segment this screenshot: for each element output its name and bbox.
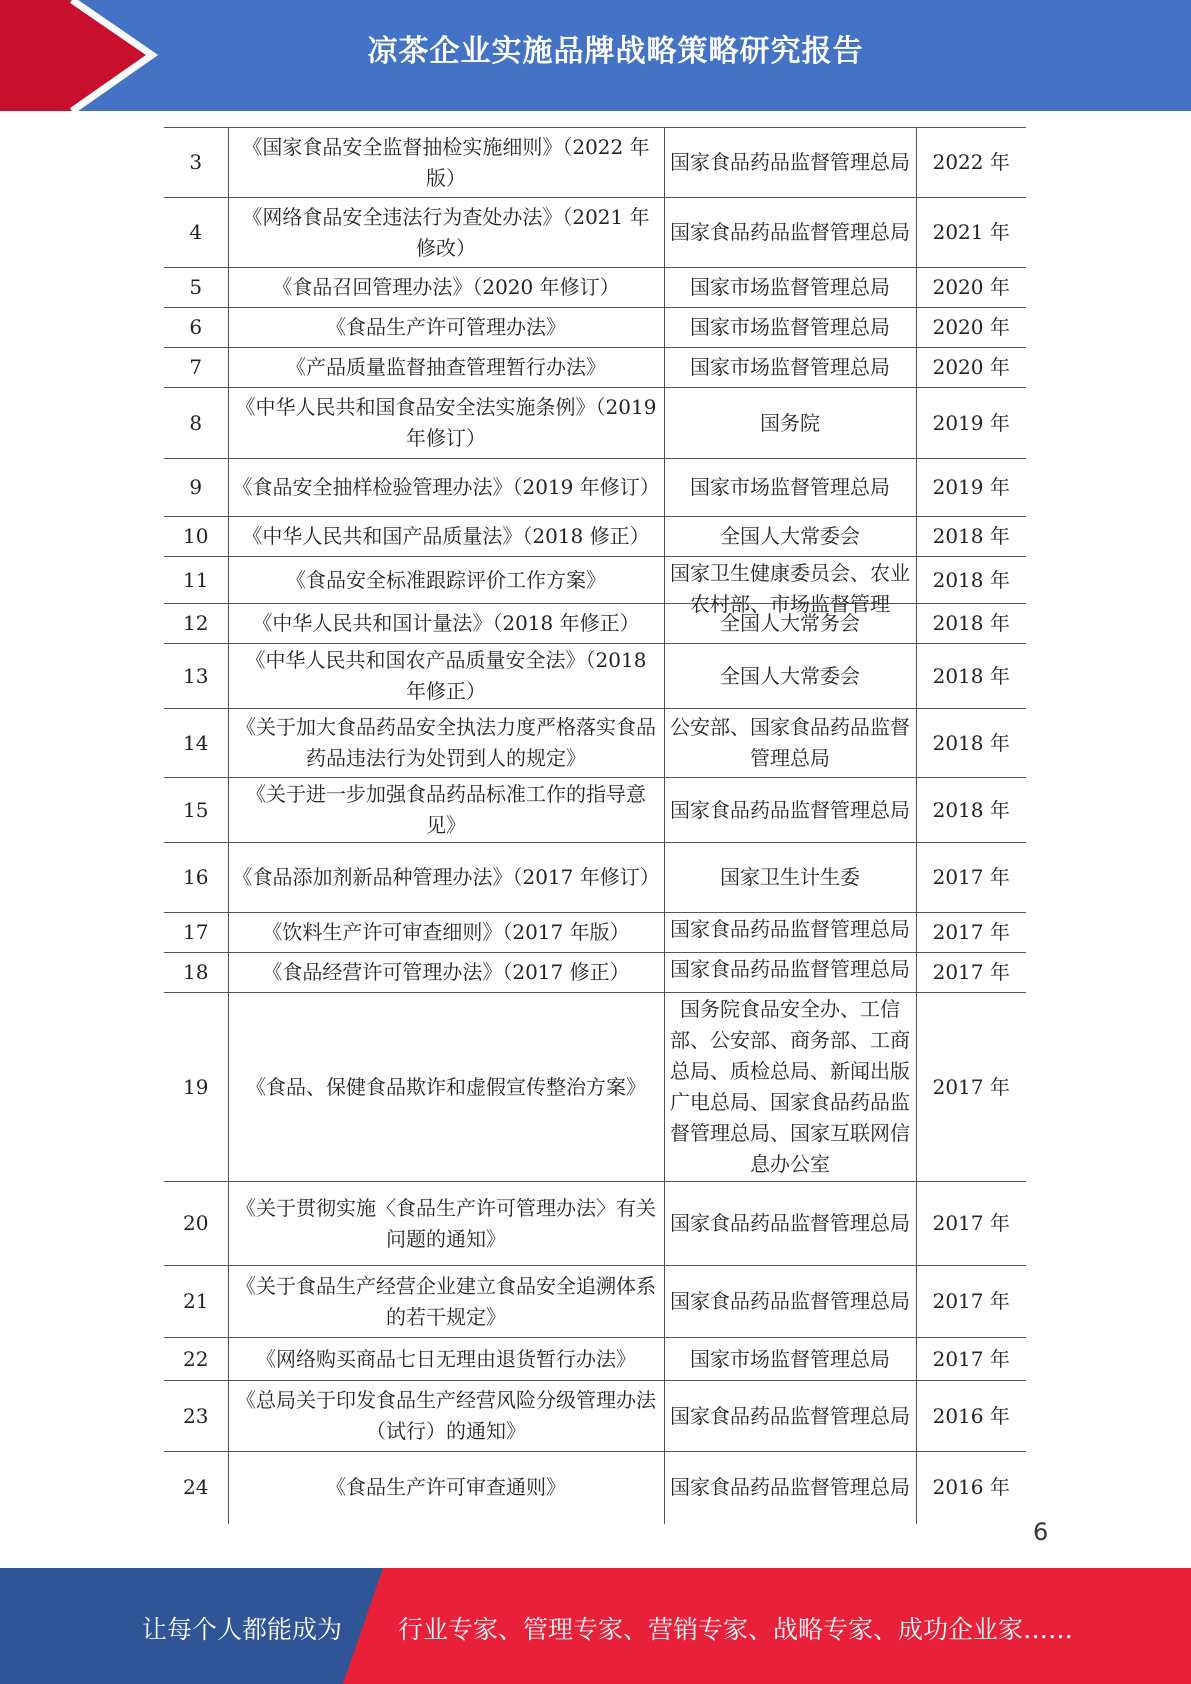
row-number: 14 [164, 709, 228, 778]
table-row [164, 198, 1026, 268]
regulation-title: 《食品生产许可管理办法》 [228, 308, 664, 348]
row-number: 6 [164, 308, 228, 348]
issue-year: 2021 年 [916, 198, 1026, 268]
page-number: 6 [1033, 1518, 1049, 1546]
regulation-title: 《网络食品安全违法行为查处办法》（2021 年修改） [228, 198, 664, 268]
issue-year: 2020 年 [916, 348, 1026, 388]
table-row [164, 1452, 1026, 1524]
row-number: 9 [164, 459, 228, 517]
table-row [164, 953, 1026, 993]
issue-year: 2017 年 [916, 993, 1026, 1182]
issuing-authority: 国务院食品安全办、工信部、公安部、商务部、工商总局、质检总局、新闻出版广电总局、国家食品药品监督管理总局、国家互联网信息办公室 [664, 993, 916, 1182]
table-row [164, 709, 1026, 778]
issue-year: 2017 年 [916, 913, 1026, 953]
row-number: 10 [164, 517, 228, 557]
issuing-authority: 国家市场监督管理总局 [664, 1338, 916, 1381]
issue-year: 2020 年 [916, 308, 1026, 348]
regulation-title: 《关于食品生产经营企业建立食品安全追溯体系的若干规定》 [228, 1266, 664, 1338]
regulation-title: 《关于贯彻实施〈食品生产许可管理办法〉有关问题的通知》 [228, 1182, 664, 1266]
table-row [164, 843, 1026, 913]
issuing-authority: 国家市场监督管理总局 [664, 268, 916, 308]
issuing-authority: 国家卫生计生委 [664, 843, 916, 913]
issue-year: 2019 年 [916, 388, 1026, 459]
row-number: 4 [164, 198, 228, 268]
regulation-title: 《中华人民共和国计量法》（2018 年修正） [228, 604, 664, 644]
table-row [164, 308, 1026, 348]
table-row [164, 388, 1026, 459]
table-row [164, 128, 1026, 198]
issue-year: 2017 年 [916, 1338, 1026, 1381]
table-row [164, 1182, 1026, 1266]
issuing-authority: 国家食品药品监督管理总局 [670, 917, 910, 941]
regulation-title: 《网络购买商品七日无理由退货暂行办法》 [228, 1338, 664, 1381]
issuing-authority: 国家食品药品监督管理总局 [664, 1182, 916, 1266]
regulation-title: 《饮料生产许可审查细则》（2017 年版） [228, 913, 664, 953]
table-row [164, 913, 1026, 953]
regulation-title: 《食品召回管理办法》（2020 年修订） [228, 268, 664, 308]
issuing-authority: 国家市场监督管理总局 [664, 308, 916, 348]
table-row [164, 993, 1026, 1182]
issue-year: 2016 年 [916, 1452, 1026, 1524]
row-number: 12 [164, 604, 228, 644]
issuing-authority: 国家卫生健康委员会、农业农村部、市场监督管理 [670, 561, 910, 616]
table-row [164, 1266, 1026, 1338]
issuing-authority: 国家市场监督管理总局 [664, 459, 916, 517]
regulation-title: 《产品质量监督抽查管理暂行办法》 [228, 348, 664, 388]
issuing-authority: 国家食品药品监督管理总局 [664, 778, 916, 843]
row-number: 17 [164, 913, 228, 953]
footer-slogan-right: 行业专家、管理专家、营销专家、战略专家、成功企业家…… [398, 1615, 1074, 1644]
issue-year: 2017 年 [916, 1266, 1026, 1338]
table-row [164, 1338, 1026, 1381]
issuing-authority: 公安部、国家食品药品监督管理总局 [664, 709, 916, 778]
issuing-authority: 国家食品药品监督管理总局 [670, 957, 910, 981]
issue-year: 2017 年 [916, 953, 1026, 993]
row-number: 8 [164, 388, 228, 459]
regulation-title: 《食品生产许可审查通则》 [228, 1452, 664, 1524]
issue-year: 2022 年 [916, 128, 1026, 198]
table-row [164, 778, 1026, 843]
issue-year: 2018 年 [916, 709, 1026, 778]
table-row [164, 644, 1026, 709]
regulation-title: 《食品安全抽样检验管理办法》（2019 年修订） [228, 459, 664, 517]
issuing-authority-cell [664, 557, 916, 616]
row-number: 22 [164, 1338, 228, 1381]
table-row [164, 604, 1026, 644]
regulation-title: 《中华人民共和国产品质量法》（2018 修正） [228, 517, 664, 557]
issue-year: 2018 年 [916, 517, 1026, 557]
row-number: 18 [164, 953, 228, 993]
issuing-authority: 国务院 [664, 388, 916, 459]
row-number: 13 [164, 644, 228, 709]
report-title: 凉茶企业实施品牌战略策略研究报告 [367, 34, 864, 69]
table-row [164, 268, 1026, 308]
issuing-authority: 国家市场监督管理总局 [664, 348, 916, 388]
row-number: 11 [164, 557, 228, 604]
issuing-authority: 国家食品药品监督管理总局 [664, 1381, 916, 1452]
row-number: 5 [164, 268, 228, 308]
table-row [164, 459, 1026, 517]
issuing-authority-cell [664, 913, 916, 953]
issue-year: 2016 年 [916, 1381, 1026, 1452]
issuing-authority: 全国人大常务会 [664, 604, 916, 644]
issuing-authority: 国家食品药品监督管理总局 [664, 198, 916, 268]
regulation-title: 《食品、保健食品欺诈和虚假宣传整治方案》 [228, 993, 664, 1182]
issuing-authority: 国家食品药品监督管理总局 [664, 1452, 916, 1524]
row-number: 3 [164, 128, 228, 198]
issue-year: 2019 年 [916, 459, 1026, 517]
issue-year: 2018 年 [916, 644, 1026, 709]
issuing-authority: 全国人大常委会 [664, 644, 916, 709]
issuing-authority: 国家食品药品监督管理总局 [664, 128, 916, 198]
page-footer [0, 1568, 1191, 1684]
row-number: 23 [164, 1381, 228, 1452]
row-number: 19 [164, 993, 228, 1182]
footer-slogan-left: 让每个人都能成为 [142, 1615, 343, 1644]
issue-year: 2018 年 [916, 604, 1026, 644]
row-number: 20 [164, 1182, 228, 1266]
row-number: 7 [164, 348, 228, 388]
row-number: 16 [164, 843, 228, 913]
issuing-authority: 全国人大常委会 [664, 517, 916, 557]
regulation-title: 《食品安全标准跟踪评价工作方案》 [228, 557, 664, 604]
row-number: 15 [164, 778, 228, 843]
regulation-title: 《食品经营许可管理办法》（2017 修正） [228, 953, 664, 993]
regulation-title: 《关于进一步加强食品药品标准工作的指导意见》 [228, 778, 664, 843]
row-number: 21 [164, 1266, 228, 1338]
row-number: 24 [164, 1452, 228, 1524]
issue-year: 2018 年 [916, 557, 1026, 604]
issue-year: 2017 年 [916, 843, 1026, 913]
regulation-title: 《国家食品安全监督抽检实施细则》（2022 年版） [228, 128, 664, 198]
regulation-title: 《关于加大食品药品安全执法力度严格落实食品药品违法行为处罚到人的规定》 [228, 709, 664, 778]
table-row [164, 1381, 1026, 1452]
issuing-authority: 国家食品药品监督管理总局 [664, 1266, 916, 1338]
regulation-title: 《食品添加剂新品种管理办法》（2017 年修订） [228, 843, 664, 913]
table-row [164, 348, 1026, 388]
issue-year: 2017 年 [916, 1182, 1026, 1266]
issue-year: 2020 年 [916, 268, 1026, 308]
regulations-table [164, 127, 1026, 1524]
regulation-title: 《总局关于印发食品生产经营风险分级管理办法（试行）的通知》 [228, 1381, 664, 1452]
regulation-title: 《中华人民共和国食品安全法实施条例》（2019 年修订） [228, 388, 664, 459]
issuing-authority-cell [664, 953, 916, 993]
table-row [164, 517, 1026, 557]
issue-year: 2018 年 [916, 778, 1026, 843]
table-row [164, 557, 1026, 604]
regulation-title: 《中华人民共和国农产品质量安全法》（2018 年修正） [228, 644, 664, 709]
page-header [0, 0, 1191, 111]
